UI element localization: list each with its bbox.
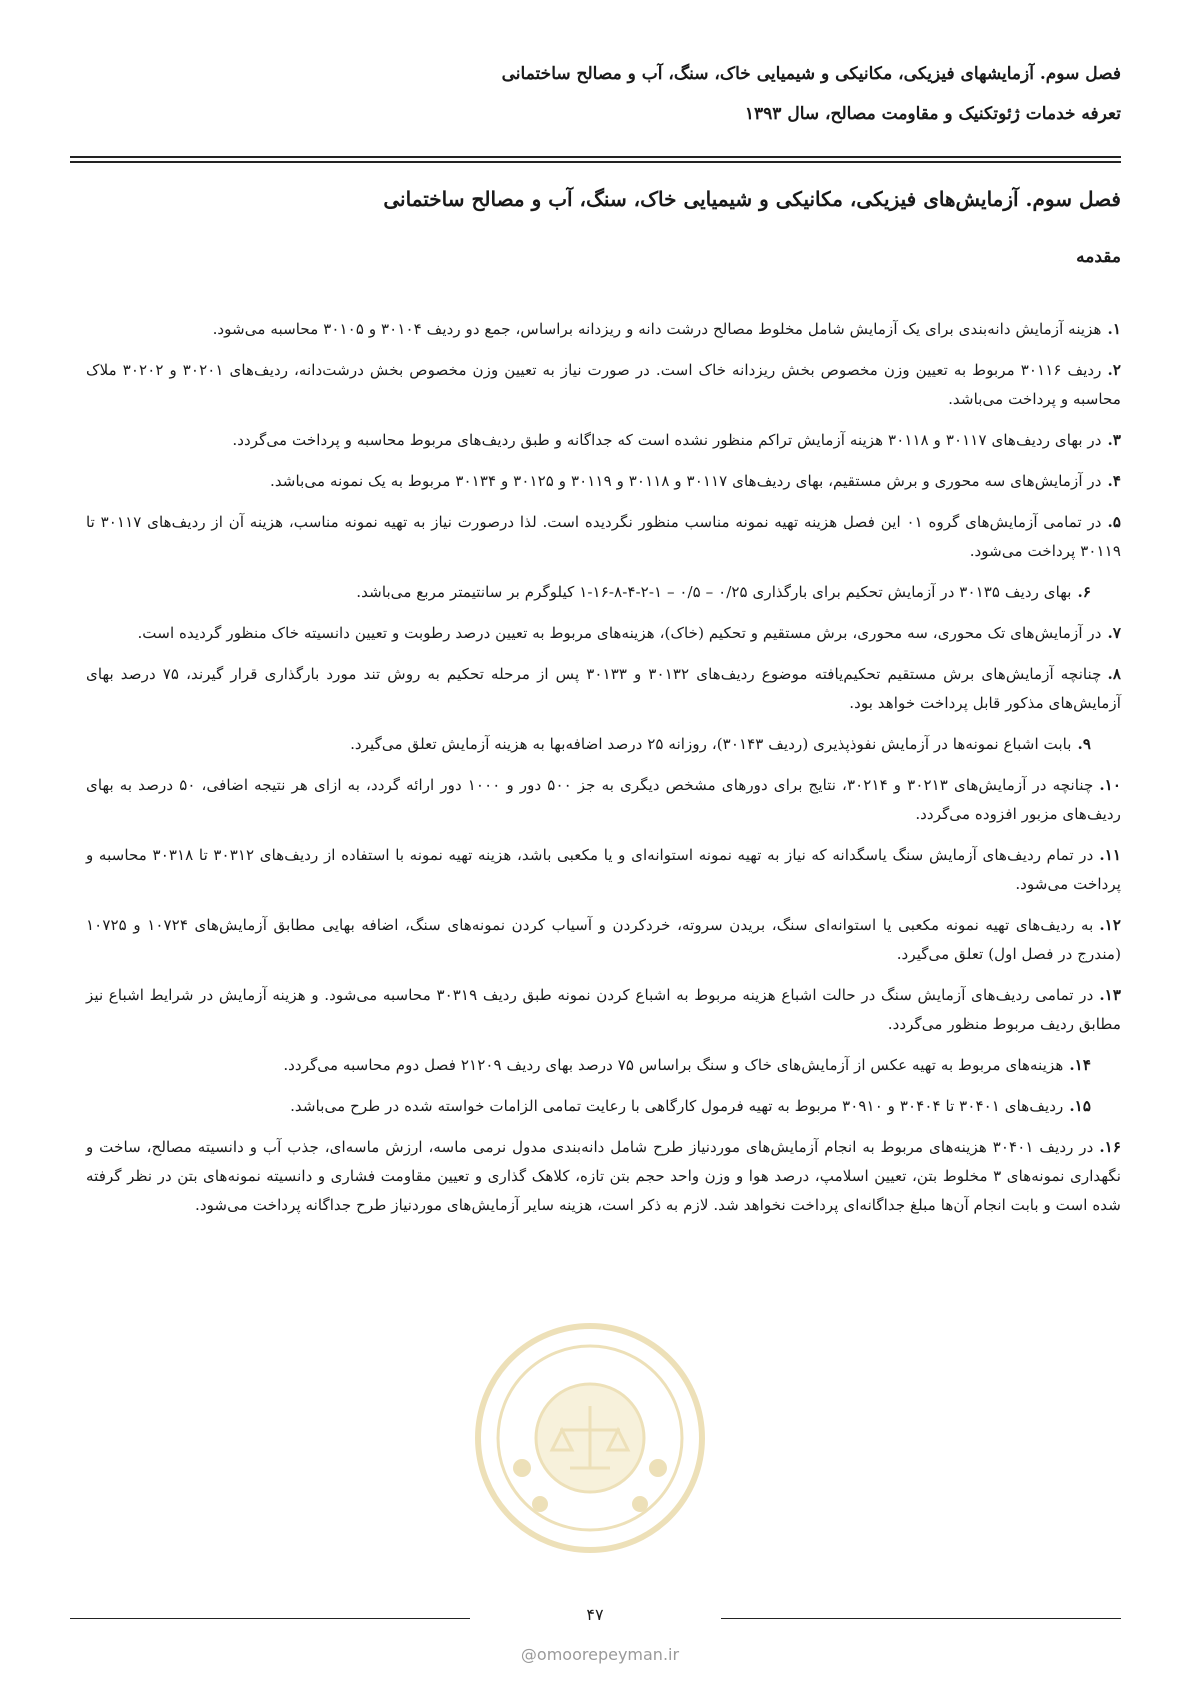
item-number: ۱۲. bbox=[1099, 916, 1121, 934]
item-number: ۵. bbox=[1107, 513, 1122, 531]
item-number: ۳. bbox=[1107, 431, 1121, 449]
running-header-tariff: تعرفه خدمات ژئوتکنیک و مقاومت مصالح، سال ۱۳۹۳ bbox=[744, 104, 1121, 124]
list-item bbox=[86, 508, 1121, 566]
header-rule-bottom bbox=[70, 161, 1121, 163]
list-item bbox=[86, 730, 1121, 759]
item-number: ۱۰. bbox=[1099, 776, 1121, 794]
item-text: در بهای ردیف‌های ۳۰۱۱۷ و ۳۰۱۱۸ هزینه آزمایش تراکم منظور نشده است که جداگانه و طبق ردیف‌های مربوط محاسبه و پرداخت می‌گردد. bbox=[232, 431, 1102, 449]
running-header-chapter: فصل سوم. آزمایشهای فیزیکی، مکانیکی و شیمیایی خاک، سنگ، آب و مصالح ساختمانی bbox=[501, 64, 1121, 84]
item-number: ۴. bbox=[1107, 472, 1121, 490]
item-text: در آزمایش‌های تک محوری، سه محوری، برش مستقیم و تحکیم (خاک)، هزینه‌های مربوط به تعیین درصد رطوبت و تعیین دانسیته خاک منظور گردیده است. bbox=[137, 624, 1102, 642]
item-number: ۱۳. bbox=[1099, 986, 1121, 1004]
item-text: بابت اشباع نمونه‌ها در آزمایش نفوذپذیری (ردیف ۳۰۱۴۳)، روزانه ۲۵ درصد اضافه‌بها به هزینه آزمایش تعلق می‌گیرد. bbox=[350, 735, 1072, 753]
item-number: ۹. bbox=[1077, 735, 1091, 753]
item-text: بهای ردیف ۳۰۱۳۵ در آزمایش تحکیم برای بارگذاری ۰/۲۵ – ۰/۵ – ۱-۲-۴-۸-۱۶-۱ کیلوگرم بر سانتیمتر مربع می‌باشد. bbox=[356, 583, 1072, 601]
item-number: ۱۱. bbox=[1099, 846, 1122, 864]
section-heading: مقدمه bbox=[1076, 247, 1121, 267]
header-rule-top bbox=[70, 156, 1121, 158]
item-number: ۷. bbox=[1107, 624, 1121, 642]
list-item bbox=[86, 841, 1121, 899]
list-item bbox=[86, 911, 1121, 969]
list-item bbox=[86, 1133, 1121, 1220]
numbered-list bbox=[86, 315, 1121, 1232]
item-number: ۸. bbox=[1107, 665, 1121, 683]
item-text: در تمامی ردیف‌های آزمایش سنگ در حالت اشباع هزینه مربوط به اشباع کردن نمونه طبق ردیف ۳۰۳۱۹ محاسبه می‌شود. و هزینه آزمایش در شرایط اشباع نیز مطابق ردیف مربوط منظور می‌گردد. bbox=[86, 986, 1121, 1033]
list-item bbox=[86, 426, 1121, 455]
item-number: ۱۶. bbox=[1099, 1138, 1121, 1156]
item-text: چنانچه آزمایش‌های برش مستقیم تحکیم‌یافته موضوع ردیف‌های ۳۰۱۳۲ و ۳۰۱۳۳ پس از مرحله تحکیم به روش تند مورد بارگذاری قرار گیرند، ۷۵ درصد بهای آزمایش‌های مذکور قابل پرداخت خواهد بود. bbox=[86, 665, 1121, 712]
item-text: ردیف‌های ۳۰۴۰۱ تا ۳۰۴۰۴ و ۳۰۹۱۰ مربوط به تهیه فرمول کارگاهی با رعایت تمامی الزامات خواسته شده در طرح می‌باشد. bbox=[290, 1097, 1064, 1115]
item-number: ۲. bbox=[1107, 361, 1121, 379]
list-item bbox=[86, 578, 1121, 607]
item-text: چنانچه در آزمایش‌های ۳۰۲۱۳ و ۳۰۲۱۴، نتایج برای دورهای مشخص دیگری به جز ۵۰۰ دور و ۱۰۰۰ دور ارائه گردد، به ازای هر نتیجه اضافی، ۵۰ درصد به بهای ردیف‌های مزبور افزوده می‌گردد. bbox=[86, 776, 1121, 823]
item-text: به ردیف‌های تهیه نمونه مکعبی یا استوانه‌ای سنگ، بریدن سروته، خردکردن و آسیاب کردن نمونه‌های سنگ، اضافه بهایی مطابق آزمایش‌های ۱۰۷۲۴ و ۱۰۷۲۵ (مندرج در فصل اول) تعلق می‌گیرد. bbox=[86, 916, 1121, 963]
list-item bbox=[86, 315, 1121, 344]
item-text: در تمامی آزمایش‌های گروه ۰۱ این فصل هزینه تهیه نمونه مناسب منظور نگردیده است. لذا درصورت نیاز به تهیه نمونه مناسب، هزینه آن از ردیف‌های ۳۰۱۱۷ تا ۳۰۱۱۹ پرداخت می‌شود. bbox=[86, 513, 1121, 560]
site-watermark: @omoorepeyman.ir bbox=[520, 1645, 680, 1664]
list-item bbox=[86, 771, 1121, 829]
list-item bbox=[86, 1051, 1121, 1080]
list-item bbox=[86, 1092, 1121, 1121]
item-text: در تمام ردیف‌های آزمایش سنگ یاسگدانه که نیاز به تهیه نمونه استوانه‌ای و یا مکعبی باشد، هزینه تهیه نمونه با استفاده از ردیف‌های ۳۰۳۱۲ تا ۳۰۳۱۸ محاسبه و پرداخت می‌شود. bbox=[86, 846, 1121, 893]
item-text: هزینه‌های مربوط به تهیه عکس از آزمایش‌های خاک و سنگ براساس ۷۵ درصد بهای ردیف ۲۱۲۰۹ فصل دوم محاسبه می‌گردد. bbox=[283, 1056, 1064, 1074]
item-number: ۱۴. bbox=[1069, 1056, 1091, 1074]
item-number: ۶. bbox=[1077, 583, 1091, 601]
item-text: هزینه آزمایش دانه‌بندی برای یک آزمایش شامل مخلوط مصالح درشت دانه و ریزدانه براساس، جمع دو ردیف ۳۰۱۰۴ و ۳۰۱۰۵ محاسبه می‌شود. bbox=[212, 320, 1102, 338]
seal-watermark-icon bbox=[470, 1318, 710, 1558]
item-text: ردیف ۳۰۱۱۶ مربوط به تعیین وزن مخصوص بخش ریزدانه خاک است. در صورت نیاز به تعیین وزن مخصوص بخش درشت‌دانه، ردیف‌های ۳۰۲۰۱ و ۳۰۲۰۲ ملاک محاسبه و پرداخت می‌باشد. bbox=[86, 361, 1121, 408]
list-item bbox=[86, 660, 1121, 718]
chapter-title: فصل سوم. آزمایش‌های فیزیکی، مکانیکی و شیمیایی خاک، سنگ، آب و مصالح ساختمانی bbox=[383, 187, 1121, 211]
page-number: ۴۷ bbox=[586, 1605, 604, 1624]
list-item bbox=[86, 981, 1121, 1039]
list-item bbox=[86, 467, 1121, 496]
list-item bbox=[86, 619, 1121, 648]
item-number: ۱۵. bbox=[1069, 1097, 1091, 1115]
item-text: در ردیف ۳۰۴۰۱ هزینه‌های مربوط به انجام آزمایش‌های موردنیاز طرح شامل دانه‌بندی مدول نرمی ماسه، ارزش ماسه‌ای، جذب آب و دانسیته مصالح، ساخت و نگهداری نمونه‌های ۳ مخلوط بتن، تعیین اسلامپ، درصد هوا و وزن واحد حجم بتن تازه، کلاهک گذاری و تعیین مقاومت فشاری و دانسیته نمونه‌های بتن در نظر گرفته شده است و بابت انجام آن‌ها مبلغ جداگانه‌ای پرداخت نخواهد شد. لازم به ذکر است، هزینه سایر آزمایش‌های موردنیاز طرح جداگانه پرداخت می‌شود. bbox=[86, 1138, 1121, 1214]
footer-rule-left bbox=[70, 1618, 470, 1619]
list-item bbox=[86, 356, 1121, 414]
item-number: ۱. bbox=[1107, 320, 1121, 338]
item-text: در آزمایش‌های سه محوری و برش مستقیم، بهای ردیف‌های ۳۰۱۱۷ و ۳۰۱۱۸ و ۳۰۱۱۹ و ۳۰۱۲۵ و ۳۰۱۳۴ مربوط به یک نمونه می‌باشد. bbox=[270, 472, 1102, 490]
footer-rule-right bbox=[721, 1618, 1121, 1619]
